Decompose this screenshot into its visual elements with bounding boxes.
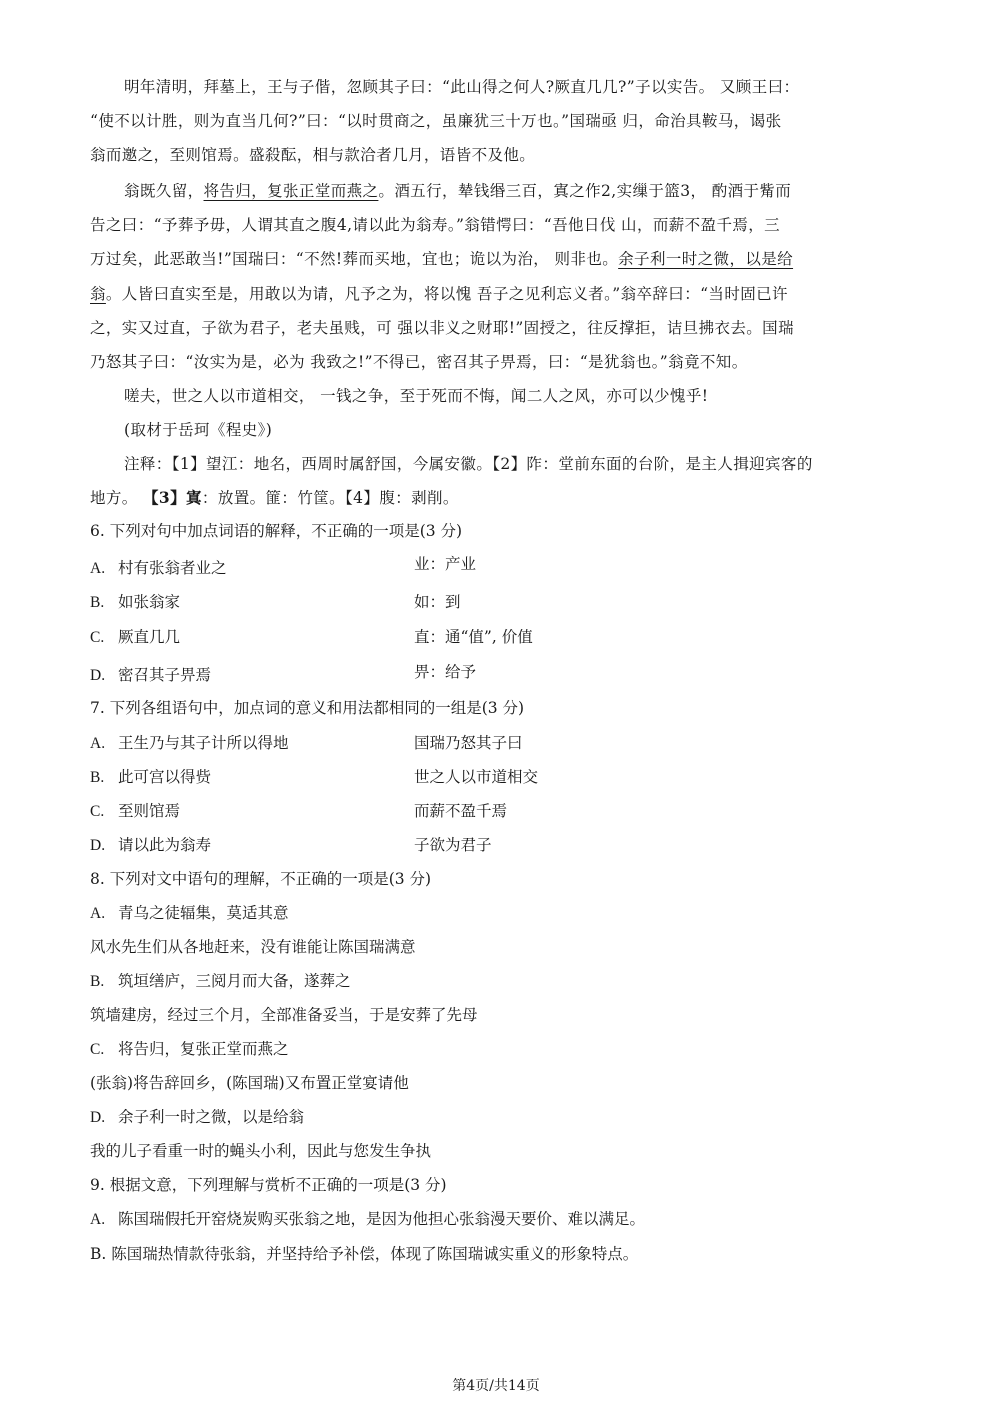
option-text: 至则馆焉 <box>118 802 181 820</box>
passage-text: 万过矣，此恶敢当!”国瑞曰：“不然!葬而买地，宜也；诡以为治， 则非也。 <box>90 250 619 268</box>
option-text: 青乌之徒辐集，莫适其意 <box>118 904 289 922</box>
q9-option-a <box>90 1208 645 1231</box>
page-number: 第4页/共14页 <box>452 1378 540 1394</box>
passage-line: 嗟夫，世之人以市道相交， 一钱之争，至于死而不悔，闻二人之风，亦可以少愧乎! <box>124 387 709 405</box>
option-letter: D. <box>90 1109 106 1126</box>
notes-bold: 【3】寘 <box>143 488 202 507</box>
q6-option-c-gloss: 直：通“值”, 价值 <box>414 628 533 646</box>
notes-line: 注释：【1】望江：地名，西周时属舒国，今属安徽。【2】阼：堂前东面的台阶，是主人揖迎宾客的 <box>124 455 813 473</box>
question-8-stem: 8. 下列对文中语句的理解，不正确的一项是(3 分) <box>90 870 432 888</box>
q8-option-a-meaning: 风水先生们从各地赶来，没有谁能让陈国瑞满意 <box>90 938 416 956</box>
passage-line <box>124 180 944 202</box>
option-text: 请以此为翁寿 <box>118 836 212 854</box>
option-text: 村有张翁者业之 <box>118 559 227 577</box>
question-6-stem: 6. 下列对句中加点词语的解释，不正确的一项是(3 分) <box>90 522 463 540</box>
option-letter: C. <box>90 629 105 646</box>
underlined-sentence: 翁 <box>90 285 106 303</box>
passage-line: 告之曰：“予葬予毋，人谓其直之腹4,请以此为翁寿。”翁错愕曰：“吾他日伐 山，而薪不盈千焉，三 <box>90 216 781 234</box>
passage-line: 乃怒其子曰：“汝实为是，必为 我致之!”不得已，密召其子畀焉，曰：“是犹翁也。”翁竟不知。 <box>90 353 748 371</box>
option-letter: A. <box>90 905 106 922</box>
q8-option-b-meaning: 筑墙建房，经过三个月，全部准备妥当，于是安葬了先母 <box>90 1006 478 1024</box>
q8-option-c <box>90 1038 289 1061</box>
option-letter: C. <box>90 803 105 820</box>
q6-option-d-gloss: 畀：给予 <box>414 663 477 681</box>
underlined-sentence: 余子利一时之微，以是给 <box>618 250 794 268</box>
q6-option-d <box>90 664 211 687</box>
passage-line: 翁而邀之，至则馆焉。盛殺酝，相与款洽者几月，语皆不及他。 <box>90 146 536 164</box>
option-text: 厥直几几 <box>118 628 181 646</box>
option-letter: D. <box>90 837 106 854</box>
option-text: 密召其子畀焉 <box>118 666 212 684</box>
option-letter: A. <box>90 735 106 752</box>
q8-option-d <box>90 1106 304 1129</box>
option-text: 将告归，复张正堂而燕之 <box>118 1040 289 1058</box>
underlined-sentence: 将告归，复张正堂而燕之 <box>203 182 379 200</box>
q6-option-b-gloss: 如：到 <box>414 593 461 611</box>
q6-option-a-gloss: 业：产业 <box>414 555 477 573</box>
q7-option-a-pair: 国瑞乃怒其子曰 <box>414 734 523 752</box>
q6-option-a <box>90 557 227 580</box>
source-citation: (取材于岳珂《程史》) <box>124 421 273 439</box>
option-letter: D. <box>90 667 106 684</box>
passage-line: 明年清明，拜墓上，王与子偕，忽顾其子曰：“此山得之何人?厥直几几?”子以实告。 又顾王曰： <box>124 78 800 96</box>
option-text: 如张翁家 <box>118 593 181 611</box>
passage-line <box>90 283 910 305</box>
passage-text: 。人皆曰直实至是，用敢以为请，凡予之为，将以愧 吾子之见利忘义者。”翁卒辞曰：“当时固已许 <box>105 285 788 303</box>
option-text: 陈国瑞热情款待张翁，并坚持给予补偿，体现了陈国瑞诚实重义的形象特点。 <box>111 1245 639 1263</box>
option-letter: C. <box>90 1041 105 1058</box>
q8-option-d-meaning: 我的儿子看重一时的蝇头小利，因此与您发生争执 <box>90 1142 432 1160</box>
option-text: 筑垣缮庐，三阅月而大备，遂葬之 <box>118 972 351 990</box>
q6-option-b <box>90 591 180 614</box>
option-letter: B. <box>90 594 105 611</box>
q7-option-b <box>90 766 211 789</box>
option-letter: A. <box>90 1211 106 1228</box>
option-letter: B. <box>90 1245 107 1263</box>
passage-line: 之，实又过直，子欲为君子，老夫虽贱，可 强以非义之财耶!”固授之，往反撑拒，诘旦拂衣去。国瑞 <box>90 319 794 337</box>
option-text: 王生乃与其子计所以得地 <box>118 734 289 752</box>
passage-line: “使不以计胜，则为直当几何?”曰：“以时贯商之，虽廉犹三十万也。”国瑞亟 归，命治具鞍马，谒张 <box>90 112 782 130</box>
q9-option-b <box>90 1243 638 1265</box>
notes-text: 地方。 <box>90 489 144 507</box>
option-text: 陈国瑞假托开窑烧炭购买张翁之地，是因为他担心张翁漫天要价、难以满足。 <box>118 1210 646 1228</box>
q7-option-c <box>90 800 180 823</box>
q7-option-c-pair: 而薪不盈千焉 <box>414 802 508 820</box>
notes-text: ：放置。篚：竹筐。【4】腹：剥削。 <box>201 489 459 507</box>
q7-option-d <box>90 834 211 857</box>
option-letter: B. <box>90 973 105 990</box>
q7-option-b-pair: 世之人以市道相交 <box>414 768 539 786</box>
option-letter: B. <box>90 769 105 786</box>
option-letter: A. <box>90 560 106 577</box>
passage-line <box>90 248 910 270</box>
question-7-stem: 7. 下列各组语句中，加点词的意义和用法都相同的一组是(3 分) <box>90 699 525 717</box>
q7-option-a <box>90 732 289 755</box>
q8-option-c-meaning: (张翁)将告辞回乡，(陈国瑞)又布置正堂宴请他 <box>90 1074 409 1092</box>
passage-text: 。酒五行，辇钱缗三百，寘之作2,实缫于篮3， 酌酒于觜而 <box>378 182 792 200</box>
notes-line <box>90 487 910 509</box>
q8-option-b <box>90 970 351 993</box>
q7-option-d-pair: 子欲为君子 <box>414 836 492 854</box>
q8-option-a <box>90 902 289 925</box>
q6-option-c <box>90 626 180 649</box>
option-text: 此可宫以得赀 <box>118 768 212 786</box>
option-text: 余子利一时之微，以是给翁 <box>118 1108 305 1126</box>
question-9-stem: 9. 根据文意，下列理解与赏析不正确的一项是(3 分) <box>90 1176 447 1194</box>
passage-text: 翁既久留， <box>124 182 204 200</box>
